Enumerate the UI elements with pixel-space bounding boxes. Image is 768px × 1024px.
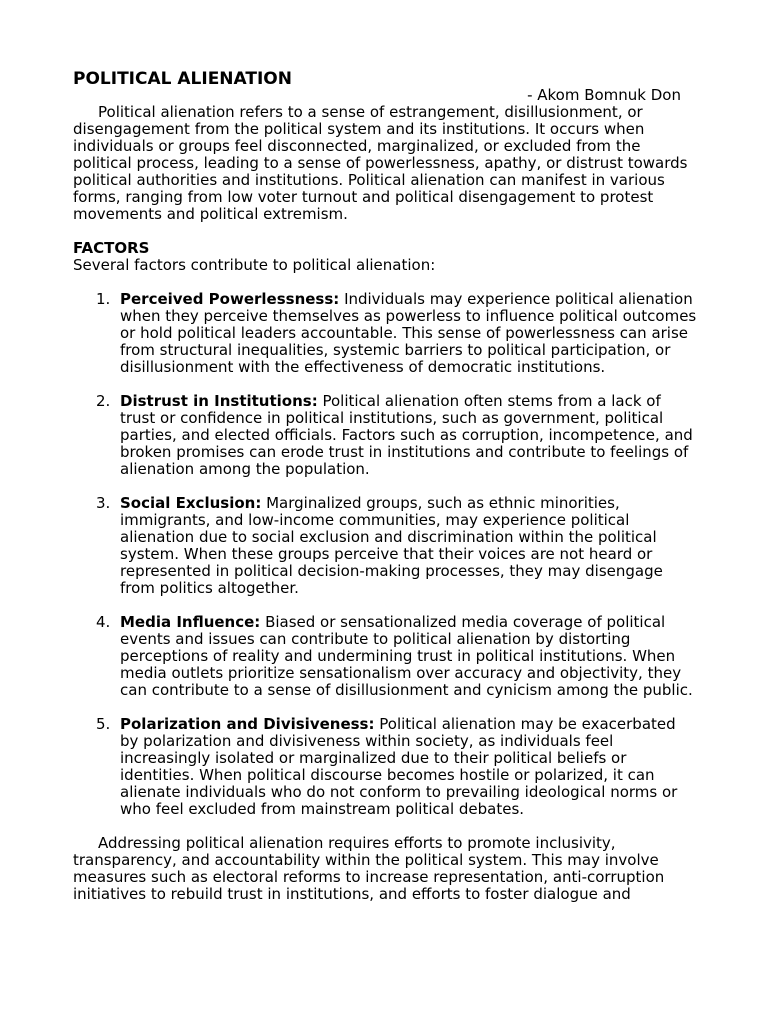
list-item-term: Media Influence: bbox=[120, 613, 261, 631]
list-item-text: Individuals may experience political alienation when they perceive themselves as powerless to influence political outcomes or hold political leaders accountable. This sense of powerlessness can arise from structural inequalities, systemic barriers to political participation, or disillusionment with the effectiveness of democratic institutions. bbox=[120, 290, 697, 376]
list-item-text: Political alienation often stems from a lack of trust or confidence in political institutions, such as government, political parties, and elected officials. Factors such as corruption, incompetence, and broken promises can erode trust in institutions and contribute to feelings of alienation among the population. bbox=[120, 392, 693, 478]
factors-list bbox=[73, 291, 698, 818]
factors-heading: FACTORS bbox=[73, 239, 150, 257]
list-item-number: 5. bbox=[96, 715, 111, 733]
list-item bbox=[73, 495, 698, 597]
list-item bbox=[73, 291, 698, 376]
list-item-text: Marginalized groups, such as ethnic minorities, immigrants, and low-income communities, may experience political alienation due to social exclusion and discrimination within the political system. When these groups perceive that their voices are not heard or represented in political decision-making processes, they may disengage from politics altogether. bbox=[120, 494, 663, 597]
list-item-number: 4. bbox=[96, 613, 111, 631]
list-item-number: 2. bbox=[96, 392, 111, 410]
list-item-number: 3. bbox=[96, 494, 111, 512]
list-item-number: 1. bbox=[96, 290, 111, 308]
list-item bbox=[73, 716, 698, 818]
list-item bbox=[73, 614, 698, 699]
factors-intro: Several factors contribute to political alienation: bbox=[73, 256, 436, 274]
list-item-term: Perceived Powerlessness: bbox=[120, 290, 340, 308]
list-item bbox=[73, 393, 698, 478]
list-item-term: Polarization and Divisiveness: bbox=[120, 715, 375, 733]
list-item-text: Political alienation may be exacerbated by polarization and divisiveness within society, as individuals feel increasingly isolated or marginalized due to their political beliefs or identities. When political discourse becomes hostile or polarized, it can alienate individuals who do not conform to prevailing ideological norms or who feel excluded from mainstream political debates. bbox=[120, 715, 678, 818]
list-item-term: Social Exclusion: bbox=[120, 494, 262, 512]
intro-paragraph: Political alienation refers to a sense of estrangement, disillusionment, or disengagement from the political system and its institutions. It occurs when individuals or groups feel disconnected, marginalized, or excluded from the political process, leading to a sense of powerlessness, apathy, or distrust towards political authorities and institutions. Political alienation can manifest in various forms, ranging from low voter turnout and political disengagement to protest movements and political extremism. bbox=[73, 103, 688, 223]
closing-paragraph: Addressing political alienation requires efforts to promote inclusivity, transparency, and accountability within the political system. This may involve measures such as electoral reforms to increase representation, anti-corruption initiatives to rebuild trust in institutions, and efforts to foster dialogue and bbox=[73, 834, 665, 903]
list-item-text: Biased or sensationalized media coverage of political events and issues can contribute to political alienation by distorting perceptions of reality and undermining trust in political institutions. When media outlets prioritize sensationalism over accuracy and objectivity, they can contribute to a sense of disillusionment and cynicism among the public. bbox=[120, 613, 693, 699]
list-item-term: Distrust in Institutions: bbox=[120, 392, 318, 410]
document-title: POLITICAL ALIENATION bbox=[73, 69, 292, 89]
document-page bbox=[73, 68, 698, 903]
author-line: - Akom Bomnuk Don bbox=[527, 86, 681, 104]
